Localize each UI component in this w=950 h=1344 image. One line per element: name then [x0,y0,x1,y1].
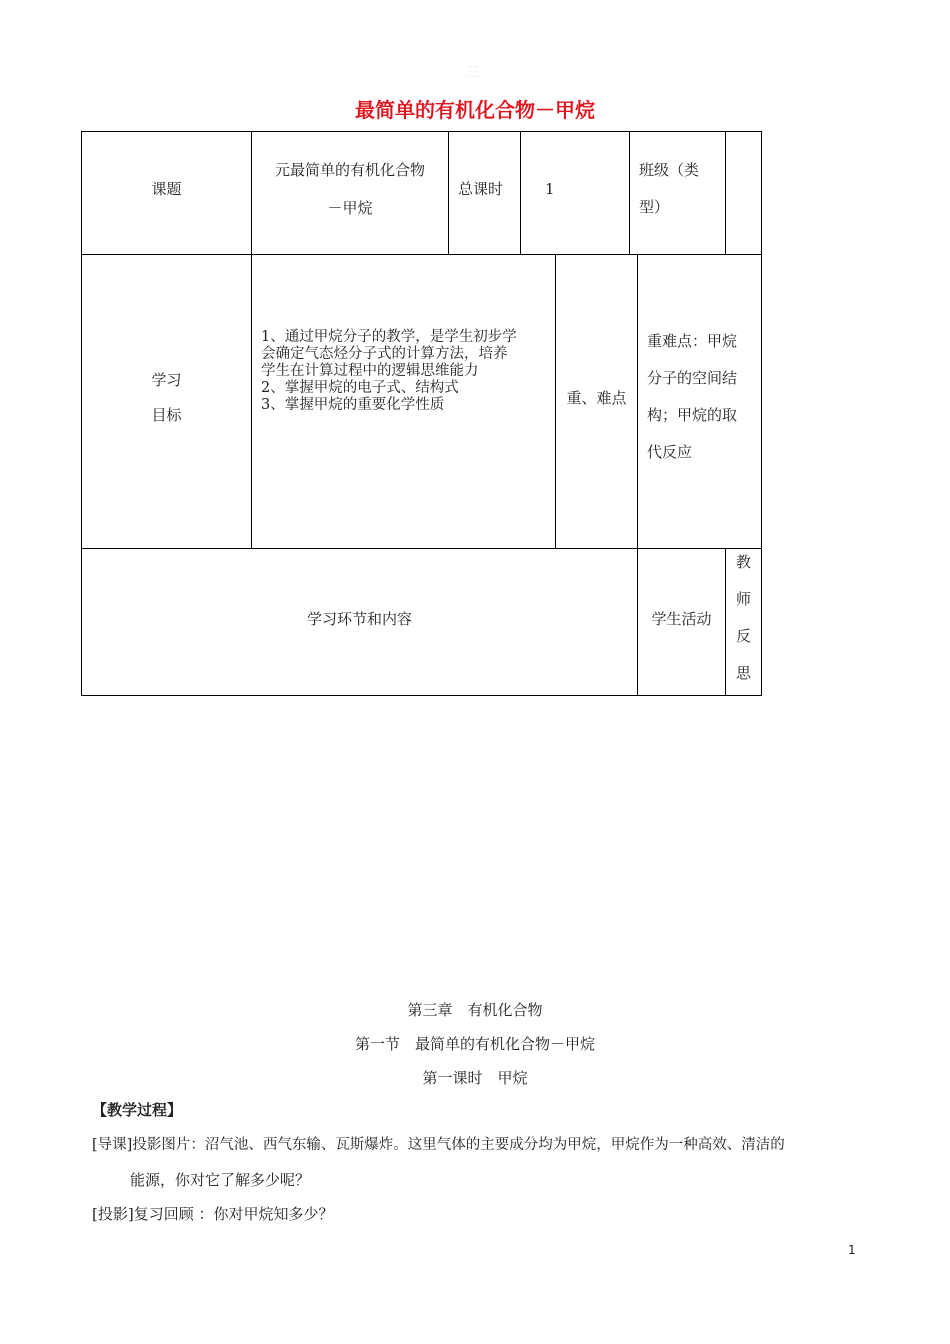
intro-paragraph-line1: [导课]投影图片：沼气池、西气东输、瓦斯爆炸。这里气体的主要成分均为甲烷，甲烷作为一种高效、清洁的 [92,1137,785,1153]
page-number: 1 [848,1243,856,1257]
topic-line2: －甲烷 [327,199,373,217]
lesson-heading: 第一课时 甲烷 [422,1069,528,1087]
topic-label: 课题 [151,180,182,198]
page-title: 最简单的有机化合物－甲烷 [355,98,595,122]
hours-label: 总课时 [458,180,504,198]
header-mark: 三 [466,65,480,81]
intro-paragraph-line2: 能源，你对它了解多少呢？ [130,1171,311,1189]
teacher-reflection-char: 思 [735,664,751,682]
teacher-reflection-char: 教 [735,553,751,571]
process-heading: 【教学过程】 [92,1101,183,1119]
key-points-line: 代反应 [647,443,693,461]
student-activity-label: 学生活动 [651,610,712,628]
teacher-reflection-char: 师 [735,590,751,608]
chapter-heading: 第三章 有机化合物 [407,1001,543,1019]
teacher-reflection-char: 反 [735,627,751,645]
goal-item: 会确定气态烃分子式的计算方法，培养 [261,346,508,362]
class-label-line1: 班级（类 [639,161,700,179]
goal-item: 学生在计算过程中的逻辑思维能力 [261,363,479,379]
goal-item: 1、通过甲烷分子的教学，是学生初步学 [261,329,517,345]
key-points-line: 分子的空间结 [647,369,738,387]
topic-line1: 元最简单的有机化合物 [274,161,425,179]
goal-item: 2、掌握甲烷的电子式、结构式 [261,380,459,396]
content-label: 学习环节和内容 [306,610,412,628]
key-points-line: 重难点：甲烷 [647,332,738,350]
class-label-line2: 型） [639,198,670,216]
goal-item: 3、掌握甲烷的重要化学性质 [261,397,445,413]
key-points-label: 重、难点 [566,389,627,407]
goal-label-line2: 目标 [151,406,182,424]
section-heading: 第一节 最简单的有机化合物－甲烷 [354,1035,595,1053]
hours-value: 1 [545,180,555,198]
review-paragraph: [投影]复习回顾 ：你对甲烷知多少？ [92,1205,334,1223]
key-points-line: 构；甲烷的取 [647,406,738,424]
goal-label-line1: 学习 [151,371,182,389]
